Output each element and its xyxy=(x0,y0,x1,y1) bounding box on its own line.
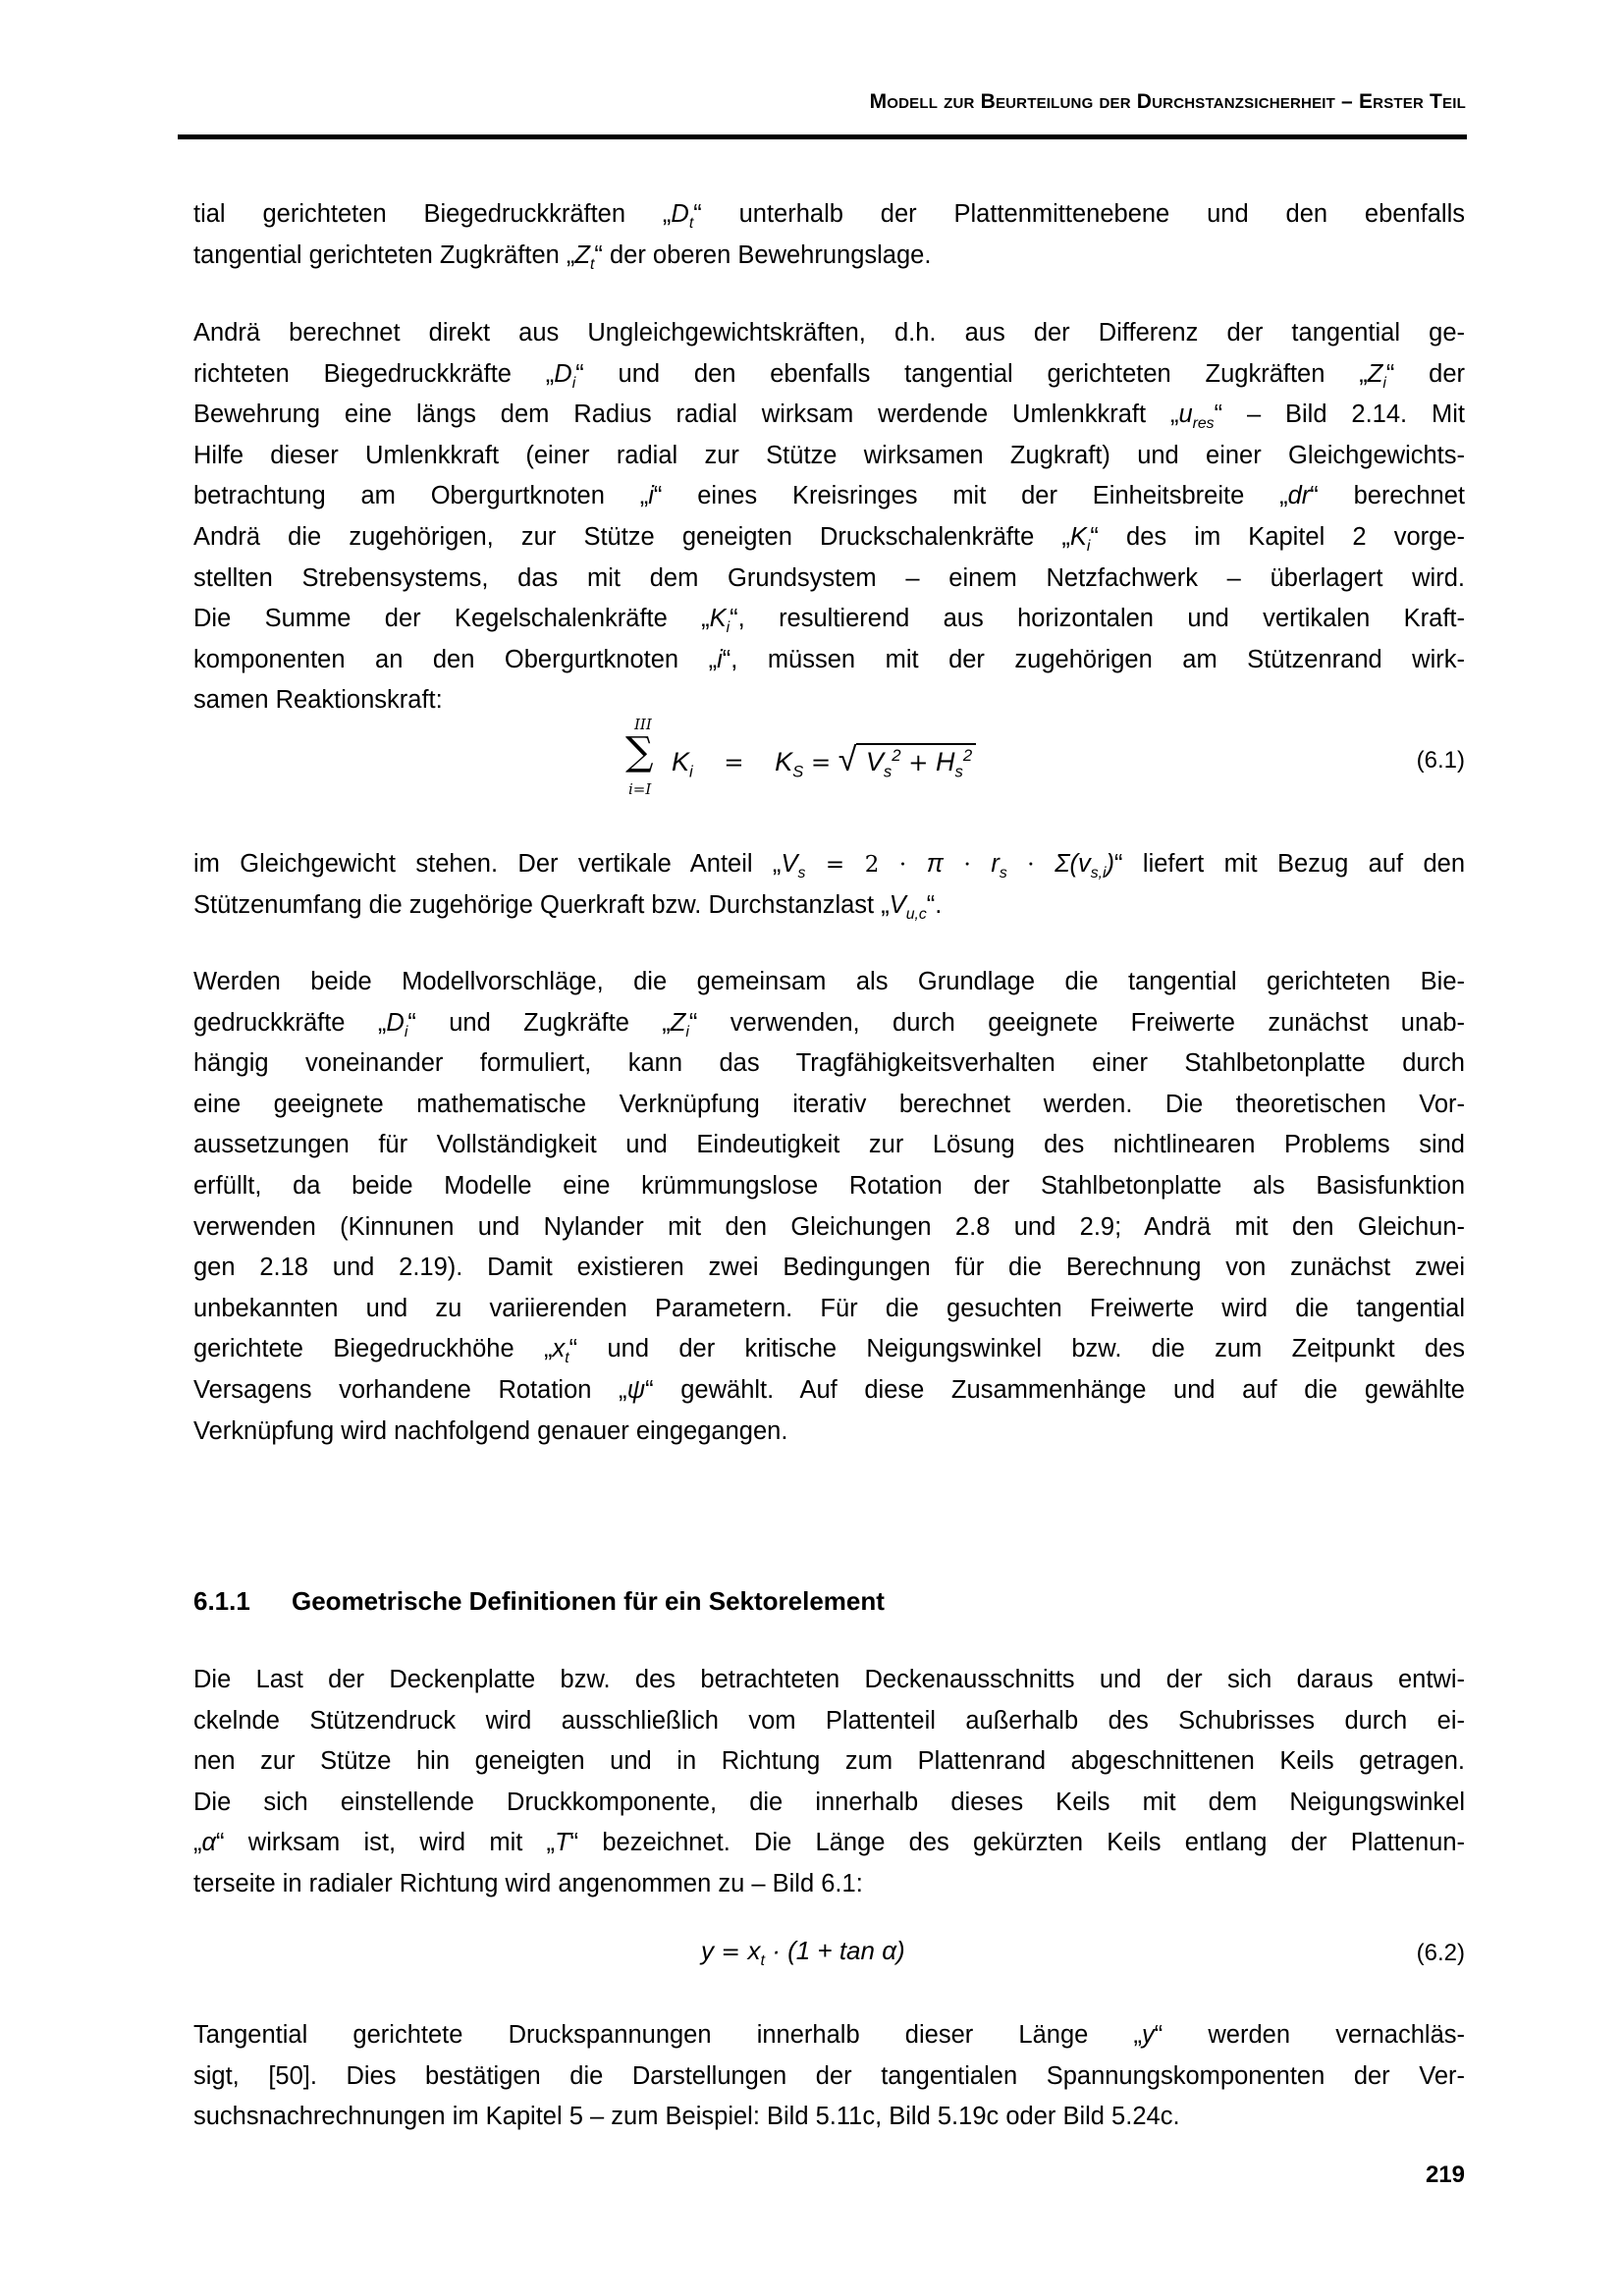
text-run: Andrä die zugehörigen, zur Stütze geneigten Druckschalenkräfte „ xyxy=(193,522,1070,551)
eq-equals-2: = xyxy=(810,748,832,776)
text-line xyxy=(193,517,1465,559)
text-run: “ und den ebenfalls tangential gerichteten Zugkräften „ xyxy=(575,359,1368,388)
text-run: “ berechnet xyxy=(1310,482,1465,510)
math-symbol: $K_i$ xyxy=(1069,522,1091,556)
text-run: betrachtung am Obergurtknoten „ xyxy=(193,482,649,510)
text-line xyxy=(193,1166,1465,1207)
text-line xyxy=(193,1701,1465,1742)
text-run: samen Reaktionskraft: xyxy=(193,686,443,715)
text-run: “ bezeichnet. Die Länge des gekürzten Keils entlang der Plattenun- xyxy=(569,1829,1466,1857)
text-line xyxy=(193,640,1465,681)
text-run: terseite in radialer Richtung wird angenommen zu – Bild 6.1: xyxy=(193,1869,863,1897)
sqrt-sign: √ xyxy=(838,741,857,778)
text-run: Hilfe dieser Umlenkkraft (einer radial zur Stütze wirksamen Zugkraft) und einer Gleichgewichts- xyxy=(193,441,1465,469)
math-symbol: $D_i$ xyxy=(554,359,576,392)
text-run: Die Last der Deckenplatte bzw. des betrachteten Deckenausschnitts und der sich daraus entwi- xyxy=(193,1666,1465,1693)
text-line xyxy=(193,1207,1465,1249)
equation-6-2: $y = x_t \cdot (1 + \tan \alpha)$ (6.2) xyxy=(701,1936,1465,1970)
text-run: gen 2.18 und 2.19). Damit existieren zwei Bedingungen für die Berechnung von zunächst zwei xyxy=(193,1254,1465,1282)
math-symbol: ) xyxy=(1106,850,1115,878)
text-line xyxy=(193,476,1465,517)
text-line xyxy=(193,680,1465,721)
text-run: gedruckkräfte „ xyxy=(193,1008,387,1037)
text-run: “ – Bild 2.14. Mit xyxy=(1214,400,1465,429)
equation-number-6-2: (6.2) xyxy=(1416,1940,1465,1966)
eq-equals: = xyxy=(724,748,744,776)
section-title: Geometrische Definitionen für ein Sektorelement xyxy=(292,1586,885,1616)
text-run: im Gleichgewicht stehen. Der vertikale Anteil „ xyxy=(193,850,782,878)
text-line xyxy=(193,2015,1465,2056)
math-operator: = 2 · xyxy=(805,852,927,878)
math-symbol: $Z_i$ xyxy=(1367,359,1386,392)
text-run: gerichtete Biegedruckhöhe „ xyxy=(193,1335,553,1363)
text-run: “, resultierend aus horizontalen und vertikalen Kraft- xyxy=(730,605,1465,633)
text-line xyxy=(193,1329,1465,1370)
text-run: eine geeignete mathematische Verknüpfung iterativ berechnet werden. Die theoretischen Vor- xyxy=(193,1090,1465,1118)
page-number: 219 xyxy=(1425,2162,1465,2188)
text-run: Stützenumfang die zugehörige Querkraft bzw. Durchstanzlast „ xyxy=(193,890,890,919)
text-run: “ der oberen Bewehrungslage. xyxy=(594,240,932,269)
math-symbol: ψ xyxy=(626,1375,646,1404)
text-run: “ liefert mit Bezug auf den xyxy=(1114,850,1466,878)
text-run: erfüllt, da beide Modelle eine krümmungslose Rotation der Stahlbetonplatte als Basisfunktion xyxy=(193,1171,1465,1200)
text-run: richteten Biegedruckkräfte „ xyxy=(193,359,555,388)
sum-lower-limit: i=I xyxy=(628,780,652,798)
paragraph-1 xyxy=(193,194,1465,276)
text-line xyxy=(193,1125,1465,1166)
paragraph-2 xyxy=(193,313,1465,721)
text-line xyxy=(193,1370,1465,1412)
eq-k-s: $K_S$ xyxy=(775,747,804,781)
text-run: “ und der kritische Neigungswinkel bzw. die zum Zeitpunkt des xyxy=(568,1335,1465,1363)
text-line xyxy=(193,599,1465,640)
math-symbol: $V_{u,c}$ xyxy=(889,890,927,923)
equation-6-1: III ∑ i=I $K_i = K_S$ = √ $V_s^2 + H_s^2$ (6.1) xyxy=(625,716,1465,798)
math-symbol: $V_s$ xyxy=(781,850,806,882)
math-symbol: i xyxy=(648,482,654,510)
text-run: “ eines Kreisringes mit der Einheitsbreite „ xyxy=(653,482,1288,510)
text-line xyxy=(193,885,1465,927)
text-run: Verknüpfung wird nachfolgend genauer eingegangen. xyxy=(193,1416,788,1445)
sum-symbol: ∑ xyxy=(625,729,654,774)
math-symbol: $D_i$ xyxy=(386,1008,408,1041)
text-run: “ gewählt. Auf diese Zusammenhänge und auf die gewählte xyxy=(645,1375,1465,1404)
text-line xyxy=(193,1660,1465,1701)
math-symbol: $Z_t$ xyxy=(574,240,595,273)
math-symbol: T xyxy=(555,1829,570,1857)
sum-upper-limit: III xyxy=(634,716,652,733)
text-run: Die Summe der Kegelschalenkräfte „ xyxy=(193,605,710,633)
text-line xyxy=(193,844,1465,885)
text-run: Werden beide Modellvorschläge, die gemeinsam als Grundlage die tangential gerichteten Bie- xyxy=(193,968,1465,995)
text-run: stellten Strebensystems, das mit dem Grundsystem – einem Netzfachwerk – überlagert wird. xyxy=(193,563,1465,592)
text-line xyxy=(193,1248,1465,1289)
math-symbol: $K_i$ xyxy=(709,605,730,637)
text-line xyxy=(193,1823,1465,1864)
math-symbol: dr xyxy=(1287,482,1311,510)
text-run: “ wirksam ist, wird mit „ xyxy=(216,1829,556,1857)
text-line xyxy=(193,559,1465,600)
math-symbol: $r_s$ xyxy=(991,850,1007,882)
text-run: “ des im Kapitel 2 vorge- xyxy=(1090,522,1465,551)
text-run: “. xyxy=(926,890,943,919)
eq-k-i: $K_i$ xyxy=(672,747,693,781)
text-run: tial gerichteten Biegedruckkräften „ xyxy=(193,200,672,228)
text-run: verwenden (Kinnunen und Nylander mit den Gleichungen 2.8 und 2.9; Andrä mit den Gleichun- xyxy=(193,1212,1465,1241)
text-line xyxy=(193,1003,1465,1044)
section-heading xyxy=(193,1586,885,1617)
text-line xyxy=(193,2097,1465,2138)
text-line xyxy=(193,1741,1465,1783)
text-run: nen zur Stütze hin geneigten und in Richtung zum Plattenrand abgeschnittenen Keils getragen. xyxy=(193,1747,1465,1776)
text-run: sigt, [50]. Dies bestätigen die Darstellungen der tangentialen Spannungskomponenten der Ver- xyxy=(193,2061,1465,2090)
math-operator: · xyxy=(1006,852,1055,878)
text-run: “, müssen mit der zugehörigen am Stützenrand wirk- xyxy=(722,645,1465,673)
running-header: Modell zur Beurteilung der Durchstanzsicherheit – Erster Teil xyxy=(869,90,1466,113)
text-run: komponenten an den Obergurtknoten „ xyxy=(193,645,718,673)
text-line xyxy=(193,1085,1465,1126)
text-run: hängig voneinander formuliert, kann das Tragfähigkeitsverhalten einer Stahlbetonplatte durch xyxy=(193,1049,1465,1078)
math-symbol: i xyxy=(717,645,723,673)
math-symbol: $x_t$ xyxy=(552,1335,569,1367)
math-symbol: $\Sigma(v_{s,i}$ xyxy=(1055,850,1107,882)
text-line xyxy=(193,1864,1465,1905)
text-run: “ verwenden, durch geeignete Freiwerte zunächst unab- xyxy=(688,1008,1465,1037)
paragraph-3 xyxy=(193,844,1465,926)
text-line xyxy=(193,962,1465,1003)
text-run: tangential gerichteten Zugkräften „ xyxy=(193,240,575,269)
math-symbol: $D_t$ xyxy=(671,200,694,233)
math-symbol: π xyxy=(926,850,944,878)
text-run: “ unterhalb der Plattenmittenebene und den ebenfalls xyxy=(693,200,1466,228)
paragraph-6 xyxy=(193,2015,1465,2138)
text-run: ckelnde Stützendruck wird ausschließlich vom Plattenteil außerhalb des Schubrisses durch ei- xyxy=(193,1706,1465,1735)
math-symbol: $u_{res}$ xyxy=(1178,400,1215,433)
math-symbol: $Z_i$ xyxy=(670,1008,689,1041)
text-run: Tangential gerichtete Druckspannungen innerhalb dieser Länge „ xyxy=(193,2021,1142,2049)
text-line xyxy=(193,194,1465,236)
text-run: Versagens vorhandene Rotation „ xyxy=(193,1375,627,1404)
math-operator: · xyxy=(943,852,992,878)
text-run: aussetzungen für Vollständigkeit und Eindeutigkeit zur Lösung des nichtlinearen Problems sind xyxy=(193,1131,1465,1159)
text-line xyxy=(193,1289,1465,1330)
text-line xyxy=(193,395,1465,436)
text-run: “ und Zugkräfte „ xyxy=(407,1008,671,1037)
section-number: 6.1.1 xyxy=(193,1586,250,1616)
text-line xyxy=(193,436,1465,477)
text-line xyxy=(193,1043,1465,1085)
paragraph-4 xyxy=(193,962,1465,1452)
text-line xyxy=(193,236,1465,277)
math-symbol: y xyxy=(1141,2021,1155,2049)
text-run: “ der xyxy=(1385,359,1465,388)
text-run: suchsnachrechnungen im Kapitel 5 – zum Beispiel: Bild 5.11c, Bild 5.19c oder Bild 5.24c. xyxy=(193,2103,1180,2131)
header-rule xyxy=(178,134,1467,139)
text-run: Bewehrung eine längs dem Radius radial wirksam werdende Umlenkkraft „ xyxy=(193,400,1179,429)
text-line xyxy=(193,313,1465,354)
paragraph-5 xyxy=(193,1660,1465,1905)
math-symbol: α xyxy=(201,1829,217,1857)
text-run: „ xyxy=(193,1829,202,1857)
text-run: Andrä berechnet direkt aus Ungleichgewichtskräften, d.h. aus der Differenz der tangential ge- xyxy=(193,319,1465,347)
text-line xyxy=(193,1412,1465,1453)
text-line xyxy=(193,1783,1465,1824)
text-run: Die sich einstellende Druckkomponente, die innerhalb dieses Keils mit dem Neigungswinkel xyxy=(193,1788,1465,1816)
text-line xyxy=(193,2056,1465,2098)
text-line xyxy=(193,354,1465,396)
equation-number-6-1: (6.1) xyxy=(1416,747,1465,774)
text-run: “ werden vernachläs- xyxy=(1154,2021,1465,2049)
text-run: unbekannten und zu variierenden Parametern. Für die gesuchten Freiwerte wird die tangential xyxy=(193,1294,1465,1322)
